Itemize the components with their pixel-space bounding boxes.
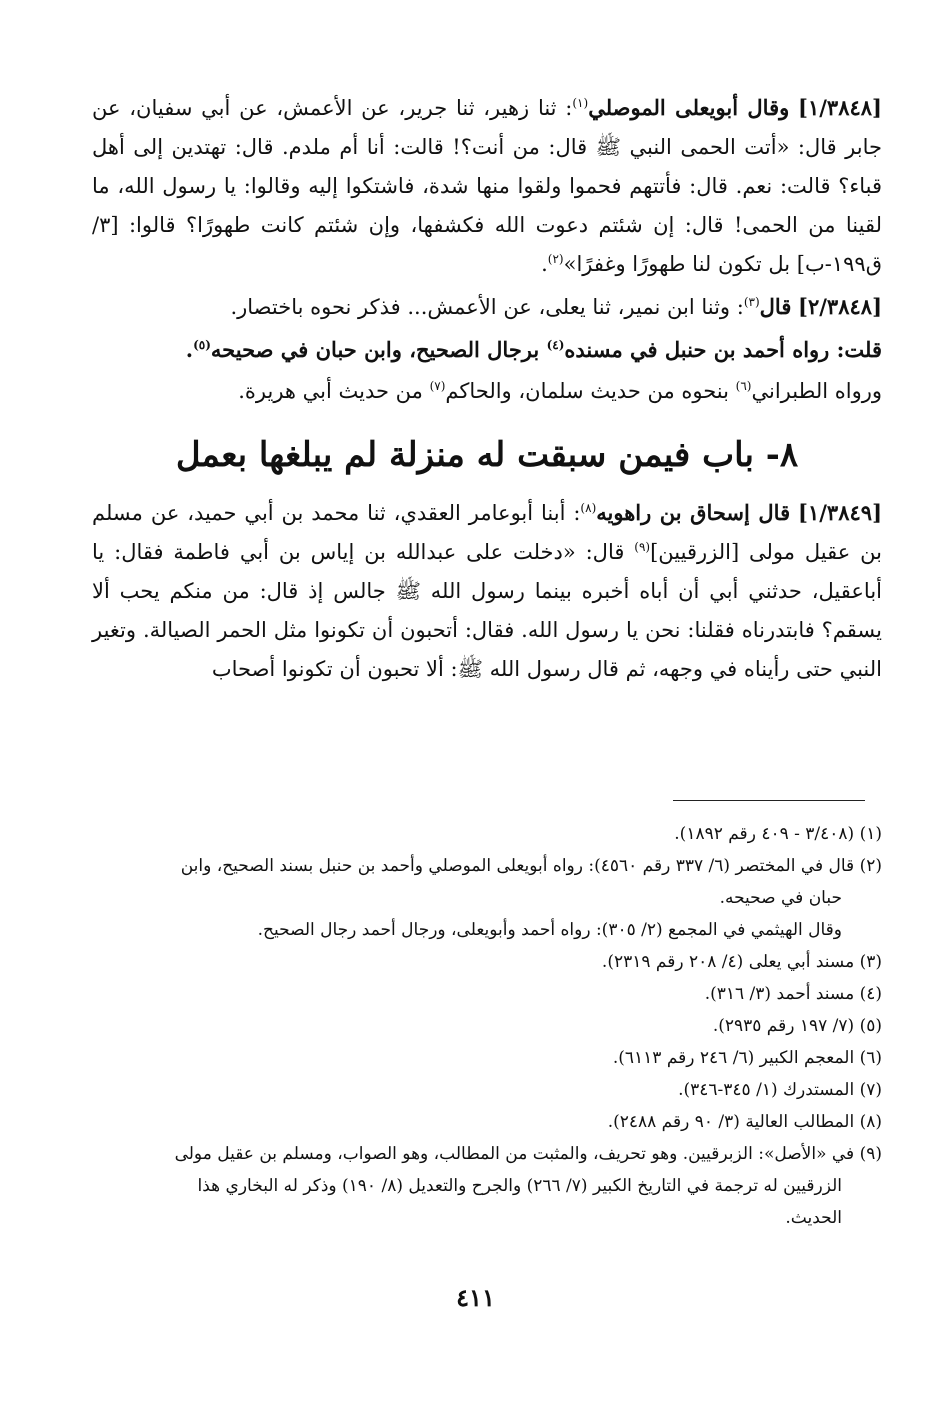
footnote-9-cont: الحديث.: [785, 1208, 842, 1228]
paragraph-text: : وثنا ابن نمير، ثنا يعلى، عن الأعمش... فذكر نحوه باختصار.: [230, 295, 744, 319]
footnote-2-cont: حبان في صحيحه.: [719, 888, 842, 908]
paragraph-text: : ثنا زهير، ثنا جرير، عن الأعمش، عن أبي سفيان، عن جابر قال: «أتت الحمى النبي ﷺ قال: من أنت؟! قالت: أنا أم ملدم. قال: تهتدين إلى أهل قباء؟ قالت: نعم. قال: فأتتهم فحموا ولقوا منها شدة، فاشتكوا إليه وقالوا: يا رسول الله، ما لقينا من الحمى! قال: إن شئتم دعوت الله فكشفها، وإن شئتم كانت طهورًا؟ قالوا: [٣/ق١٩٩-ب] بل تكون لنا طهورًا وغفرًا»: [92, 96, 882, 276]
chapter-heading: ٨- باب فيمن سبقت له منزلة لم يبلغها بعمل: [175, 435, 799, 475]
page-number: ٤١١: [456, 1283, 495, 1312]
footnote-marker: (٨): [580, 501, 597, 515]
narrator: وقال أبويعلى الموصلي: [588, 95, 790, 120]
paragraph-3849-1: [92, 493, 882, 689]
narrator: قال إسحاق بن راهويه: [596, 500, 791, 525]
hadith-ref: [١/٣٨٤٨]: [798, 95, 882, 120]
footnote-marker: (٦): [735, 379, 752, 393]
hadith-ref: [١/٣٨٤٩]: [798, 500, 882, 525]
footnote-separator: [673, 800, 865, 801]
paragraph-text: قال: «دخلت على عبدالله بن إياس بن أبي فاطمة فقال: يا أباعقيل، حدثني أبي أن أباه أخبره بينما رسول الله ﷺ جالس إذ قال: من منكم يحب ألا يسقم؟ فابتدرناه فقلنا: نحن يا رسول الله. فقال: أتحبون أن تكونوا مثل الحمر الصيالة. وتغير النبي حتى رأيناه في وجهه، ثم قال رسول الله ﷺ: ألا تحبون أن تكونوا أصحاب: [92, 540, 882, 681]
footnote-9-cont: الزرقيين له ترجمة في التاريخ الكبير (٧/ ٢٦٦) والجرح والتعديل (٨/ ١٩٠) وذكر له البخاري هذا: [197, 1176, 842, 1196]
paragraph-narration: [92, 372, 882, 411]
footnote-marker: (٤): [546, 338, 565, 352]
narration-text: ورواه الطبراني: [751, 379, 882, 403]
footnote-7: (٧) المستدرك (١/ ٣٤٥-٣٤٦).: [678, 1080, 882, 1100]
footnote-1: (١) (٣/٤٠٨ - ٤٠٩ رقم ١٨٩٢).: [674, 824, 882, 844]
footnote-marker: (٥): [193, 338, 211, 352]
footnote-marker: (٢): [547, 252, 564, 266]
footnote-5: (٥) (٧/ ١٩٧ رقم ٢٩٣٥).: [712, 1016, 882, 1036]
footnote-3: (٣) مسند أبي يعلى (٤/ ٢٠٨ رقم ٢٣١٩).: [601, 952, 882, 972]
footnote-2: (٢) قال في المختصر (٦/ ٣٣٧ رقم ٤٥٦٠): رواه أبويعلى الموصلي وأحمد بن حنبل بسند الصحيح، وابن: [180, 856, 882, 876]
paragraph-end: .: [541, 252, 548, 276]
footnote-9: (٩) في «الأصل»: الزبرقيين. وهو تحريف، والمثبت من المطالب، وهو الصواب، ومسلم بن عقيل مولى: [174, 1144, 882, 1164]
paragraph-text: : أبنا أبوعامر العقدي، ثنا محمد بن أبي حميد، عن مسلم بن عقيل مولى [الزرقيين]: [92, 501, 883, 564]
comment-text: برجال الصحيح، وابن حبان في صحيحه: [210, 337, 547, 362]
footnote-marker: (٣): [743, 295, 760, 309]
narrator: قال: [759, 294, 792, 319]
footnote-8: (٨) المطالب العالية (٣/ ٩٠ رقم ٢٤٨٨).: [607, 1112, 882, 1132]
footnote-marker: (٧): [429, 379, 446, 393]
hadith-ref: [٢/٣٨٤٨]: [798, 294, 882, 319]
paragraph-3848-2: [92, 287, 882, 327]
narration-text: بنحوه من حديث سلمان، والحاكم: [445, 379, 736, 403]
paragraph-comment: [92, 330, 882, 369]
footnote-4: (٤) مسند أحمد (٣/ ٣١٦).: [704, 984, 882, 1004]
comment-text: قلت: رواه أحمد بن حنبل في مسنده: [564, 337, 882, 362]
paragraph-end: .: [185, 337, 194, 362]
footnote-2-cont: وقال الهيثمي في المجمع (٢/ ٣٠٥): رواه أحمد وأبويعلى، ورجال أحمد رجال الصحيح.: [257, 920, 842, 940]
narration-text: من حديث أبي هريرة.: [238, 379, 430, 403]
footnote-marker: (١): [572, 96, 589, 110]
main-text: [92, 88, 882, 689]
footnote-6: (٦) المعجم الكبير (٦/ ٢٤٦ رقم ٦١١٣).: [612, 1048, 882, 1068]
footnotes: [92, 818, 882, 1234]
paragraph-3848-1: [92, 88, 882, 284]
footnote-marker: (٩): [634, 540, 651, 554]
